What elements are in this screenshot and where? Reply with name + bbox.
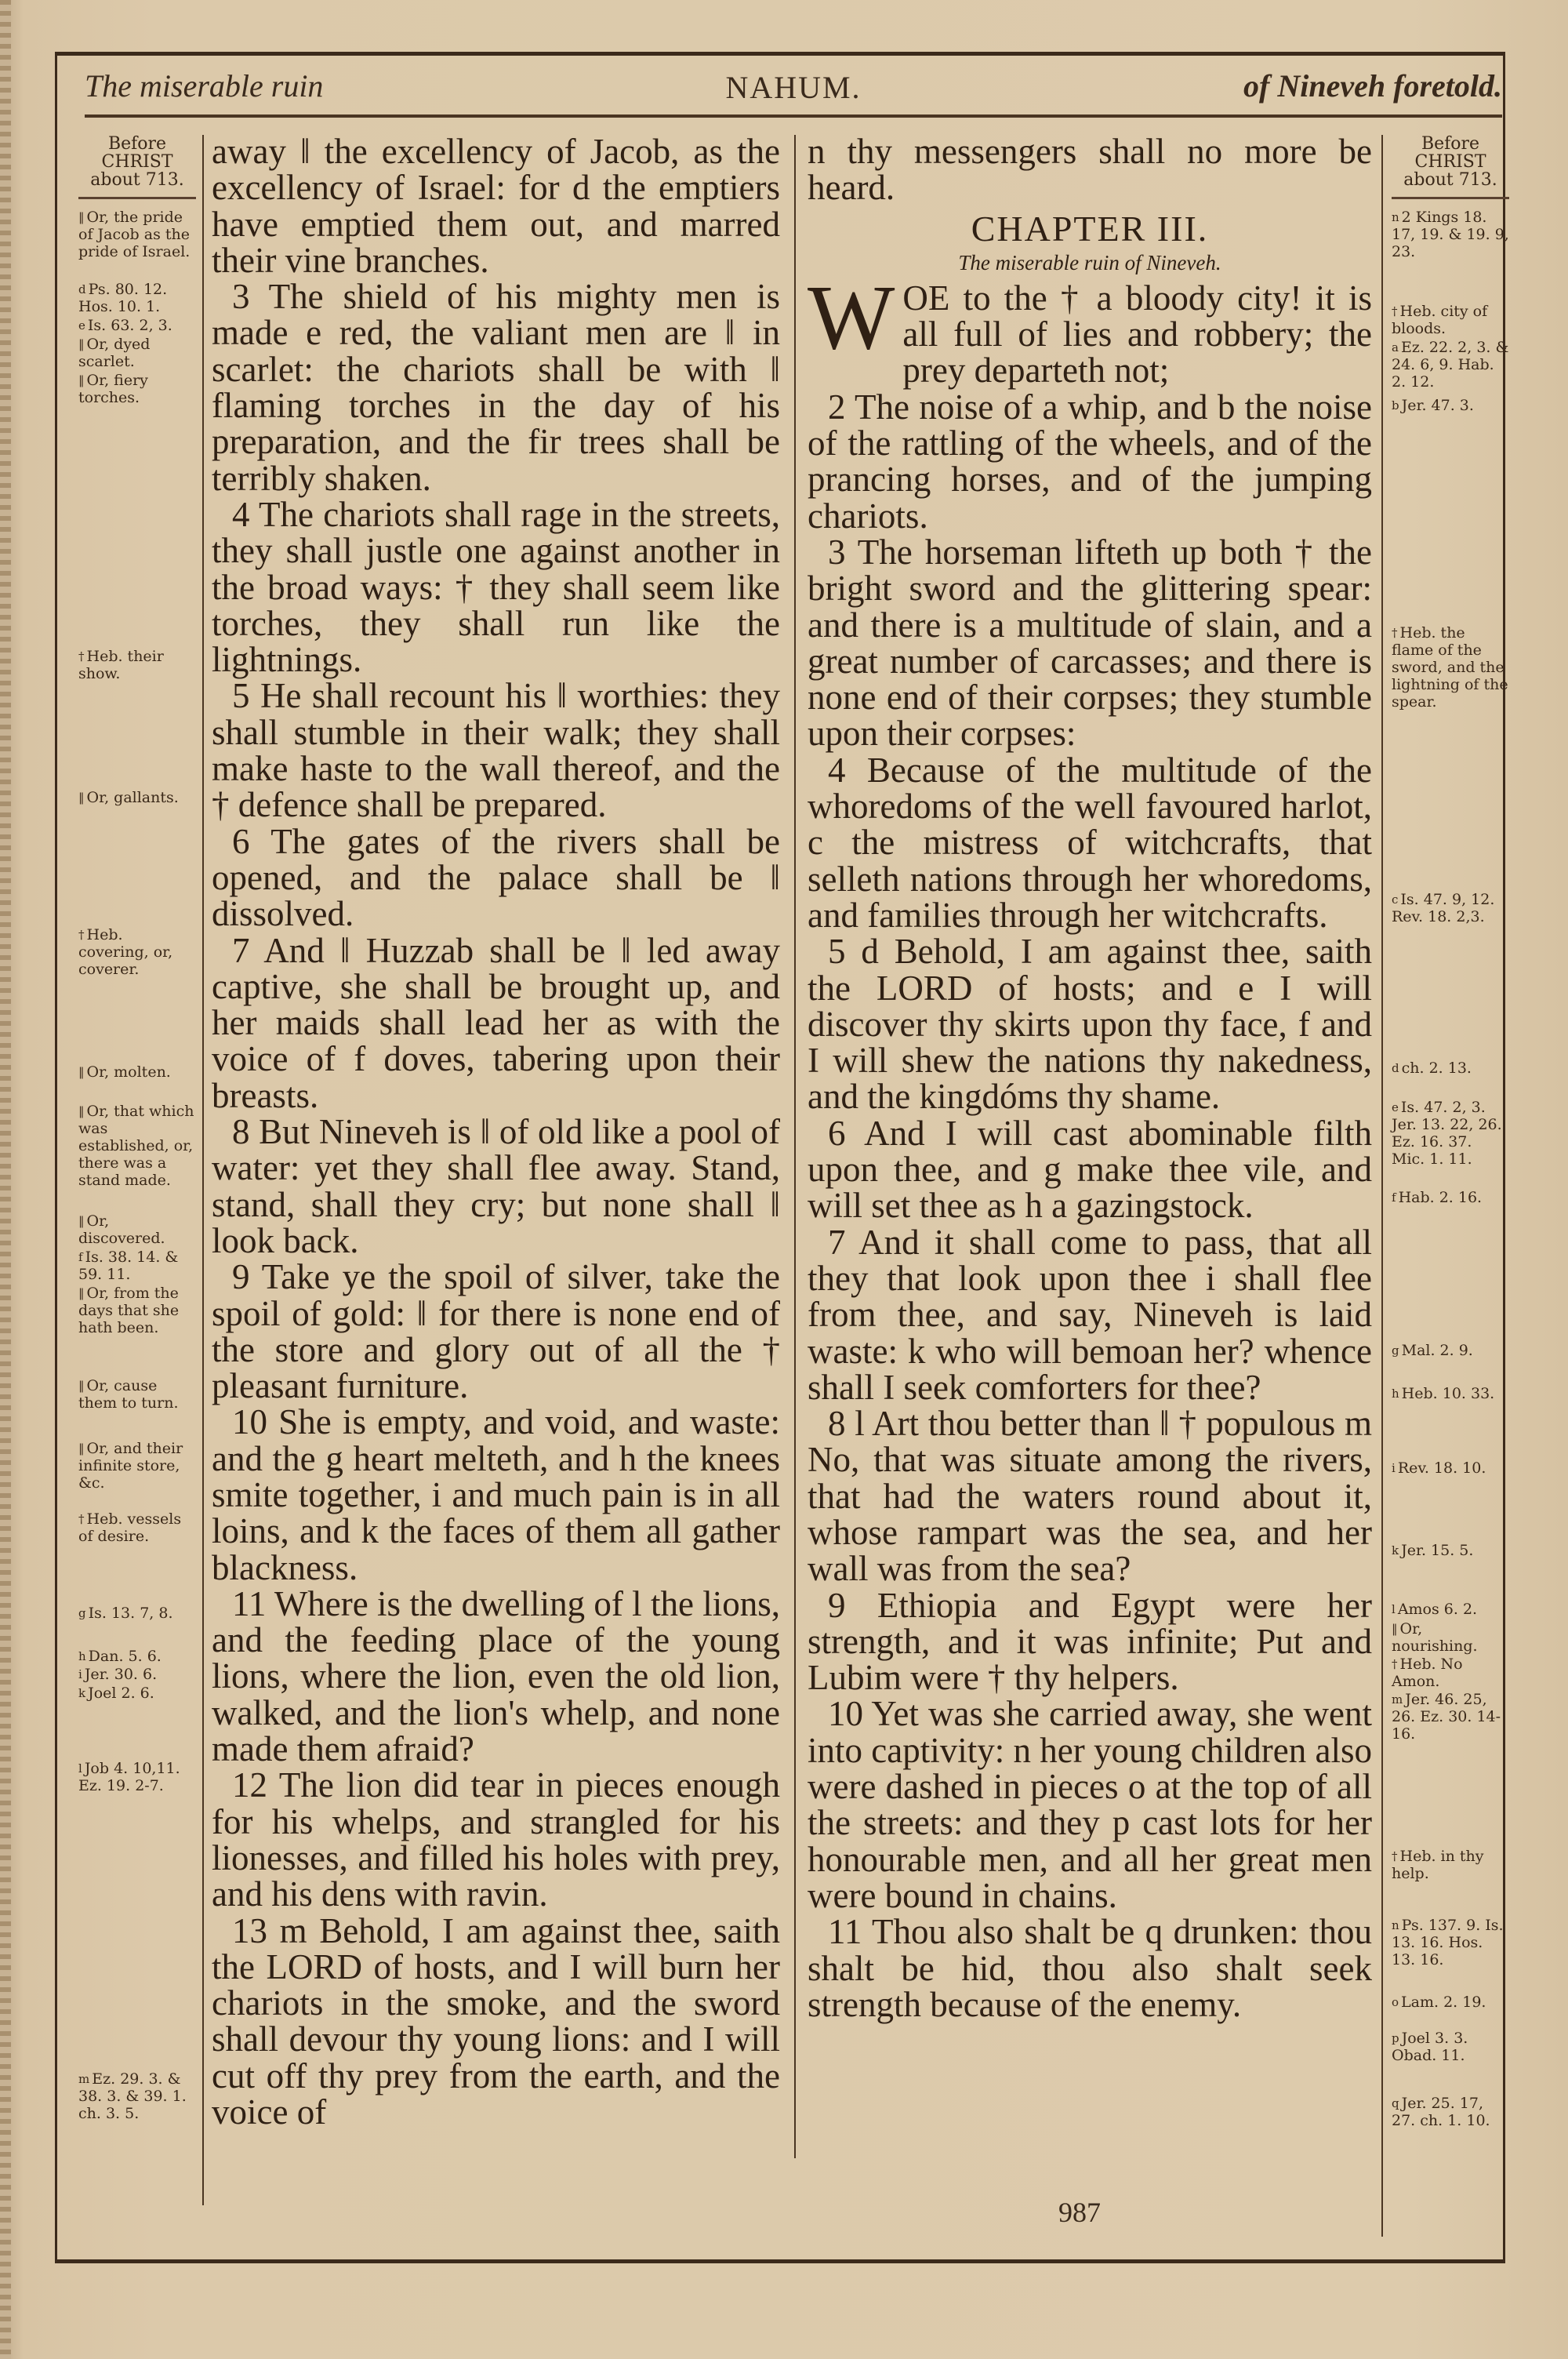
margin-note (1392, 1189, 1509, 1206)
note-mark: ‖ (78, 373, 85, 387)
note-text: Ez. 22. 2, 3. & 24. 6, 9. Hab. 2. 12. (1392, 339, 1509, 391)
note-mark: g (1392, 1343, 1399, 1358)
margin-note (1392, 624, 1509, 711)
note-text: Joel 3. 3. Obad. 11. (1392, 2030, 1468, 2064)
date-christ: CHRIST (1414, 152, 1486, 172)
note-mark: k (1392, 1543, 1399, 1558)
verse-text: Thou also shalt be q drunken: thou shalt be hid, thou also shalt seek strength because of the enemy. (808, 1912, 1372, 2024)
margin-note (1392, 1459, 1509, 1477)
note-text: Or, molten. (86, 1063, 171, 1081)
note-mark: l (78, 1761, 82, 1776)
note-mark: d (78, 282, 86, 296)
page-number: 987 (1058, 2197, 1101, 2228)
verse-text: The noise of a whip, and b the noise of the rattling of the wheels, and of the prancing horses, and of the jumping chariots. (808, 387, 1373, 536)
note-mark: p (1392, 2031, 1399, 2045)
margin-note (1392, 397, 1509, 414)
verse-number: 9 (828, 1585, 877, 1625)
note-text: Or, from the days that she hath been. (78, 1285, 180, 1336)
margin-note (1392, 2030, 1509, 2064)
verse (212, 1583, 780, 1769)
verse-number: 6 (232, 821, 271, 861)
running-head-right: of Nineveh foretold. (1243, 68, 1502, 104)
note-text: Is. 47. 9, 12. Rev. 18. 2,3. (1392, 891, 1495, 925)
margin-note (78, 789, 196, 806)
verse (212, 1404, 780, 1585)
date-year: about 713. (1403, 170, 1497, 190)
note-mark: l (1392, 1602, 1396, 1616)
right-margin-rule (1381, 135, 1383, 2237)
margin-note (78, 336, 196, 370)
date-before: Before (1421, 134, 1480, 154)
margin-note (78, 1212, 196, 1247)
date-marker-right (1392, 135, 1509, 199)
note-mark: a (1392, 340, 1399, 354)
note-mark: g (78, 1606, 86, 1620)
note-mark: ‖ (1392, 1622, 1398, 1636)
note-text: Mal. 2. 9. (1401, 1342, 1473, 1359)
note-mark: † (78, 649, 85, 663)
verse-number: 12 (232, 1765, 279, 1805)
note-mark: † (1392, 1657, 1398, 1671)
note-text: Ps. 137. 9. Is. 13. 16. Hos. 13. 16. (1392, 1917, 1504, 1968)
verse-number: 9 (232, 1257, 262, 1297)
note-text: Hab. 2. 16. (1398, 1189, 1483, 1206)
verse-number: 3 (828, 532, 858, 572)
verse-text: Yet was she carried away, she went into captivity: n her young children also were dashed in pieces o at the top of all the streets: and they p cast lots for her honourable men, and all her great men were bound in chains. (808, 1694, 1372, 1915)
verse-text: The horseman lifteth up both † the bright sword and the glittering spear: and there is a multitude of slain, and a great number of carcasses; and there is none end of their corpses; they stumble upon their corpses: (808, 532, 1372, 754)
note-text: Heb. city of bloods. (1392, 303, 1488, 337)
running-head-left: The miserable ruin (85, 68, 324, 104)
note-text: Jer. 30. 6. (84, 1666, 158, 1683)
verse-number: 3 (232, 277, 269, 317)
note-mark: f (78, 1250, 83, 1264)
note-mark: d (1392, 1061, 1399, 1075)
verse-text: l Art thou better than ‖ † populous m No, that was situate among the rivers, that had the waters round about it, whose rampart was the sea, and her wall was from the sea? (808, 1404, 1373, 1589)
verse-text: Ethiopia and Egypt were her strength, and it was infinite; Put and Lubim were † thy helpers. (808, 1585, 1373, 1698)
verse (808, 1224, 1372, 1405)
note-mark: n (1392, 1918, 1399, 1932)
margin-note (78, 317, 196, 334)
verse-number: 7 (232, 930, 264, 970)
verse (808, 932, 1373, 1117)
date-before: Before (107, 134, 167, 154)
verse-number: 7 (828, 1222, 859, 1262)
verse-number: 11 (232, 1583, 274, 1623)
margin-note (1392, 891, 1509, 925)
verse-text: She is empty, and void, and waste: and the g heart melteth, and h the knees smite together, i and much pain is in all loins, and k the faces of them all gather blackness. (212, 1402, 780, 1587)
margin-note (1392, 1099, 1509, 1168)
margin-note (78, 1063, 196, 1081)
left-text-column (212, 133, 780, 2130)
note-text: Heb. 10. 33. (1401, 1385, 1495, 1402)
note-text: Jer. 46. 25, 26. Ez. 30. 14-16. (1392, 1691, 1501, 1743)
verse-text: Because of the multitude of the whoredoms of the well favoured harlot, c the mistress of witchcrafts, that selleth nations through her whoredoms, and families through her witchcrafts. (808, 750, 1373, 935)
note-text: Is. 47. 2, 3. Jer. 13. 22, 26. Ez. 16. 37. Mic. 1. 11. (1392, 1099, 1502, 1168)
verse (212, 1910, 780, 2132)
verse-text: Where is the dwelling of l the lions, and the feeding place of the young lions, where the lion, even the old lion, walked, and the lion's whelp, and none made them afraid? (212, 1583, 780, 1769)
note-mark: ‖ (78, 1214, 85, 1228)
note-mark: e (1392, 1100, 1399, 1114)
margin-note (78, 1440, 196, 1492)
verse (212, 278, 780, 496)
verse-number: 13 (232, 1910, 280, 1950)
margin-note (78, 1510, 196, 1545)
note-text: Heb. vessels of desire. (78, 1510, 182, 1545)
note-mark: ‖ (78, 210, 85, 224)
margin-note (1392, 303, 1509, 337)
verse-number: 11 (828, 1912, 872, 1952)
note-mark: h (1392, 1387, 1399, 1401)
note-mark: m (78, 2072, 90, 2086)
margin-note (78, 1666, 196, 1683)
verse (212, 932, 780, 1114)
verse-text: He shall recount his ‖ worthies: they shall stumble in their walk; they shall make haste to the wall thereof, and the † defence shall be prepared. (212, 676, 781, 825)
note-text: Is. 13. 7, 8. (88, 1605, 173, 1622)
verse-number: 10 (828, 1694, 872, 1734)
note-mark: i (78, 1667, 82, 1681)
date-christ: CHRIST (101, 152, 173, 172)
verse (808, 752, 1372, 933)
verse-text: d Behold, I am against thee, saith the LORD of hosts; and e I will discover thy skirts upon thy face, f and I will shew the nations thy nakedness, and the kingdóms thy shame. (808, 932, 1373, 1117)
margin-note (78, 209, 196, 260)
verse-1 (808, 265, 1372, 391)
note-text: Or, fiery torches. (78, 372, 148, 406)
note-text: Or, dyed scarlet. (78, 336, 151, 370)
margin-note (78, 1103, 196, 1189)
verse-number: 5 (232, 676, 260, 716)
note-mark: ‖ (78, 1379, 85, 1393)
note-mark: ‖ (78, 791, 85, 805)
verse-text: The lion did tear in pieces enough for his whelps, and strangled for his lionesses, and filled his holes with prey, and his dens with ravin. (212, 1765, 781, 1914)
margin-note (78, 281, 196, 315)
verse-text: The gates of the rivers shall be opened, and the palace shall be ‖ dissolved. (212, 821, 780, 934)
verse-continuation: n thy messengers shall no more be heard. (808, 132, 1372, 208)
note-text: Rev. 18. 10. (1397, 1459, 1486, 1477)
note-text: 2 Kings 18. 17, 19. & 19. 9, 23. (1392, 209, 1509, 260)
margin-note (1392, 339, 1509, 391)
note-mark: † (1392, 626, 1398, 640)
note-mark: † (1392, 1849, 1398, 1863)
date-marker-left (78, 135, 196, 199)
margin-note (1392, 1342, 1509, 1359)
note-text: Or, the pride of Jacob as the pride of Israel. (78, 209, 191, 260)
margin-note (1392, 1917, 1509, 1968)
date-year: about 713. (90, 170, 184, 190)
note-mark: o (1392, 1995, 1399, 2009)
margin-note (78, 1377, 196, 1412)
verse-text: And ‖ Huzzab shall be ‖ led away captive, she shall be brought up, and her maids shall lead her as with the voice of f doves, tabering upon their breasts. (212, 930, 780, 1115)
margin-note (78, 648, 196, 682)
verse-number: 8 (828, 1404, 855, 1444)
note-mark: q (1392, 2096, 1399, 2110)
note-mark: h (78, 1649, 86, 1663)
verse-text: The chariots shall rage in the streets, they shall justle one against another in the broad ways: † they shall seem like torches, they shall run like the lightnings. (212, 494, 780, 680)
margin-note (1392, 1994, 1509, 2011)
verse-number: 8 (232, 1112, 260, 1152)
drop-cap: W (808, 265, 895, 369)
verse-number: 2 (828, 387, 855, 427)
note-text: Ps. 80. 12. Hos. 10. 1. (78, 281, 168, 315)
center-column-rule (794, 135, 796, 2158)
verse (212, 496, 780, 678)
note-text: Job 4. 10,11. Ez. 19. 2-7. (78, 1760, 180, 1794)
note-text: Or, that which was established, or, there was a stand made. (78, 1103, 194, 1189)
note-text: Heb. No Amon. (1392, 1656, 1463, 1690)
margin-note (1392, 209, 1509, 260)
verse-number: 4 (232, 494, 260, 534)
verse-text: The shield of his mighty men is made e red, the valiant men are ‖ in scarlet: the chariots shall be with ‖ flaming torches in the day of his preparation, and the fir trees shall be terribly shaken. (212, 277, 781, 498)
margin-note (1392, 1060, 1509, 1077)
note-mark: ‖ (78, 1104, 85, 1118)
verse-text: And I will cast abominable filth upon thee, and g make thee vile, and will set thee as h a gazingstock. (808, 1113, 1372, 1226)
note-text: ch. 2. 13. (1401, 1060, 1472, 1077)
margin-note (1392, 1691, 1509, 1743)
note-mark: ‖ (78, 1065, 85, 1079)
book-gutter (0, 0, 11, 2359)
verse-text: OE to the † a bloody city! it is all full of lies and robbery; the prey departeth not; (902, 278, 1372, 391)
note-text: Is. 63. 2, 3. (87, 317, 172, 334)
verse-number: 6 (828, 1113, 865, 1153)
note-mark: ‖ (78, 1286, 85, 1300)
verse-text: Take ye the spoil of silver, take the spoil of gold: ‖ for there is none end of the store and glory out of all the † pleasant furniture. (212, 1257, 781, 1406)
margin-note (78, 1760, 196, 1794)
margin-note (78, 1249, 196, 1283)
margin-note (1392, 1656, 1509, 1690)
verse (212, 1114, 780, 1259)
margin-note (1392, 2095, 1509, 2129)
margin-note (78, 2070, 196, 2122)
verse-number: 10 (232, 1402, 279, 1442)
note-text: Or, cause them to turn. (78, 1377, 179, 1412)
running-head (85, 64, 1502, 118)
verse (212, 678, 780, 823)
note-text: Heb. in thy help. (1392, 1848, 1484, 1882)
note-mark: † (1392, 304, 1398, 318)
margin-note (1392, 1620, 1509, 1655)
verse-number: 5 (828, 932, 862, 972)
note-mark: e (78, 318, 85, 333)
verse (808, 1587, 1372, 1696)
note-text: Joel 2. 6. (88, 1685, 154, 1702)
verse-continuation: away ‖ the excellency of Jacob, as the excellency of Israel: for d the emptiers have emptied them out, and marred their vine branches. (212, 132, 780, 280)
note-text: Heb. the flame of the sword, and the lightning of the spear. (1392, 624, 1508, 711)
right-text-column (808, 133, 1372, 2023)
note-mark: b (1392, 398, 1399, 413)
note-mark: n (1392, 210, 1399, 224)
verse-text: And it shall come to pass, that all they that look upon thee i shall flee from thee, and say, Nineveh is laid waste: k who will bemoan her? whence shall I seek comforters for thee? (808, 1222, 1372, 1407)
note-mark: † (78, 1512, 85, 1526)
note-text: Dan. 5. 6. (88, 1648, 162, 1665)
verse-text: But Nineveh is ‖ of old like a pool of water: yet they shall flee away. Stand, stand, shall they cry; but none shall ‖ look back. (212, 1112, 781, 1260)
verse (808, 1914, 1372, 2023)
margin-note (78, 1648, 196, 1665)
note-text: Lam. 2. 19. (1401, 1994, 1486, 2011)
book-title: NAHUM. (725, 70, 862, 105)
note-text: Amos 6. 2. (1397, 1601, 1478, 1618)
margin-note (78, 1605, 196, 1622)
margin-note (78, 926, 196, 978)
note-text: Or, nourishing. (1392, 1620, 1478, 1655)
note-mark: m (1392, 1692, 1403, 1707)
note-text: Jer. 25. 17, 27. ch. 1. 10. (1392, 2095, 1490, 2129)
verse (808, 1405, 1372, 1587)
verse (212, 1767, 780, 1912)
margin-note (78, 1685, 196, 1702)
margin-note (1392, 1385, 1509, 1402)
verse-text: m Behold, I am against thee, saith the LORD of hosts, and I will burn her chariots in the smoke, and the sword shall devour thy young lions: and I will cut off thy prey from the earth, and the voice of (212, 1910, 780, 2132)
note-text: Jer. 15. 5. (1401, 1542, 1474, 1559)
note-mark: ‖ (78, 1441, 85, 1456)
left-margin-notes (78, 135, 196, 2174)
note-mark: f (1392, 1190, 1396, 1205)
verse (212, 1259, 780, 1404)
left-margin-rule (202, 135, 204, 2205)
verse (808, 1115, 1372, 1224)
verse (808, 389, 1372, 534)
note-mark: ‖ (78, 337, 85, 351)
note-text: Jer. 47. 3. (1401, 397, 1474, 414)
note-text: Ez. 29. 3. & 38. 3. & 39. 1. ch. 3. 5. (78, 2070, 187, 2122)
note-text: Or, gallants. (86, 789, 179, 806)
margin-note (1392, 1848, 1509, 1882)
margin-note (1392, 1601, 1509, 1618)
margin-note (78, 372, 196, 406)
note-text: Is. 38. 14. & 59. 11. (78, 1249, 179, 1283)
note-mark: i (1392, 1461, 1396, 1475)
chapter-summary: The miserable ruin of Nineveh. (958, 250, 1221, 274)
verse (808, 1696, 1372, 1914)
note-text: Or, discovered. (78, 1212, 165, 1247)
margin-note (1392, 1542, 1509, 1559)
chapter-heading: CHAPTER III. (971, 208, 1209, 249)
note-mark: k (78, 1686, 86, 1700)
note-text: Heb. covering, or, coverer. (78, 926, 173, 978)
margin-note (78, 1285, 196, 1336)
right-margin-notes (1392, 135, 1509, 2174)
verse-number: 4 (828, 750, 867, 790)
note-text: Heb. their show. (78, 648, 164, 682)
verse (212, 823, 780, 932)
verse (808, 534, 1372, 752)
note-mark: c (1392, 892, 1399, 907)
note-mark: † (78, 928, 85, 942)
note-text: Or, and their infinite store, &c. (78, 1440, 183, 1492)
